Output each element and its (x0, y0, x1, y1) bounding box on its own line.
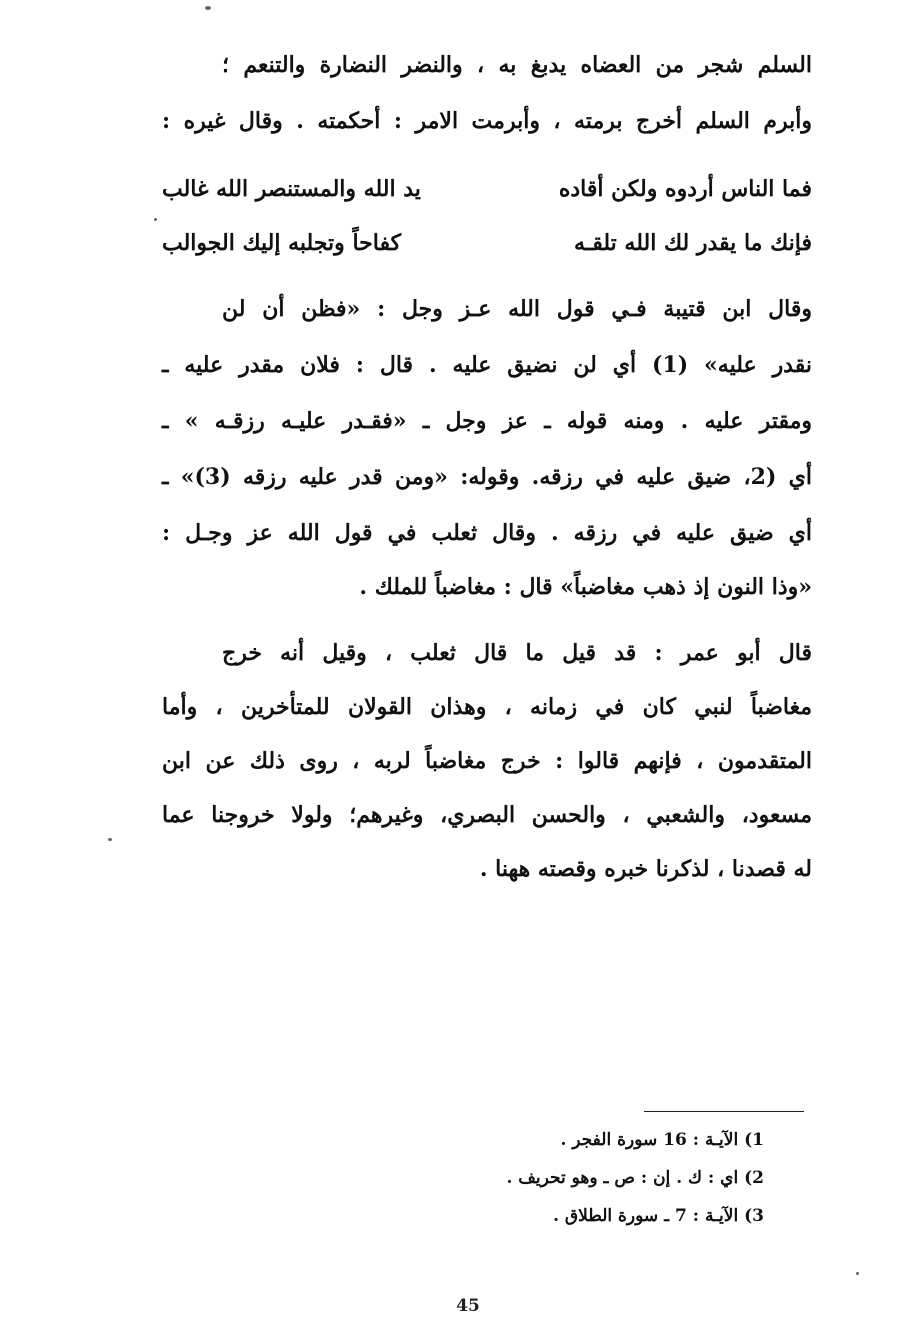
verse-line-2 (162, 230, 812, 270)
paragraph2-line-4: أي (2، ضيق عليه في رزقه. وقوله: «ومن قدر عليه رزقه (3)» ـ (162, 464, 812, 490)
paragraph3-line-2: مغاضباً لنبي كان في زمانه ، وهذان القولان للمتأخرين ، وأما (162, 694, 812, 720)
paragraph3-line-5: له قصدنا ، لذكرنا خبره وقصته ههنا . (479, 856, 812, 882)
paragraph3-line-3: المتقدمون ، فإنهم قالوا : خرج مغاضباً لربه ، روى ذلك عن ابن (162, 748, 812, 774)
paragraph2-line-1: وقال ابن قتيبة فـي قول الله عـز وجل : «فظن أن لن (222, 296, 812, 322)
scan-speck (856, 1272, 859, 1275)
paragraph2-line-5: أي ضيق عليه في رزقه . وقال ثعلب في قول الله عز وجـل : (162, 520, 812, 546)
verse-1-second-hemistich: يد الله والمستنصر الله غالب (162, 176, 421, 202)
footnote-1: 1) الآيـة : 16 سورة الفجر . (560, 1130, 764, 1150)
verse-1-first-hemistich: فما الناس أردوه ولكن أقاده (558, 176, 812, 202)
footnote-3: 3) الآيـة : 7 ـ سورة الطلاق . (553, 1206, 764, 1226)
page-number: 45 (456, 1296, 480, 1316)
paragraph3-line-4: مسعود، والشعبي ، والحسن البصري، وغيرهم؛ ولولا خروجنا عما (162, 802, 812, 828)
main-text (162, 0, 812, 900)
scan-speck (154, 218, 157, 221)
footnote-divider (644, 1111, 804, 1112)
verse-line-1 (162, 176, 812, 216)
paragraph1-line-2: وأبرم السلم أخرج برمته ، وأبرمت الامر : أحكمته . وقال غيره : (162, 108, 812, 134)
paragraph1-line-1: السلم شجر من العضاه يدبغ به ، والنضر النضارة والتنعم ؛ (222, 52, 812, 78)
scan-speck (108, 838, 112, 841)
footnote-2: 2) اي : ك . إن : ص ـ وهو تحريف . (506, 1168, 764, 1188)
verse-2-second-hemistich: كفاحاً وتجلبه إليك الجوالب (162, 230, 402, 256)
scan-speck (205, 6, 211, 10)
paragraph3-line-1: قال أبو عمر : قد قيل ما قال ثعلب ، وقيل أنه خرج (222, 640, 812, 666)
paragraph2-line-6: «وذا النون إذ ذهب مغاضباً» قال : مغاضباً للملك . (359, 574, 812, 600)
verse-2-first-hemistich: فإنك ما يقدر لك الله تلقـه (573, 230, 812, 256)
paragraph2-line-2: نقدر عليه» (1) أي لن نضيق عليه . قال : فلان مقدر عليه ـ (162, 352, 812, 378)
paragraph2-line-3: ومقتر عليه . ومنه قوله ـ عز وجل ـ «فقـدر عليـه رزقـه » ـ (162, 408, 812, 434)
